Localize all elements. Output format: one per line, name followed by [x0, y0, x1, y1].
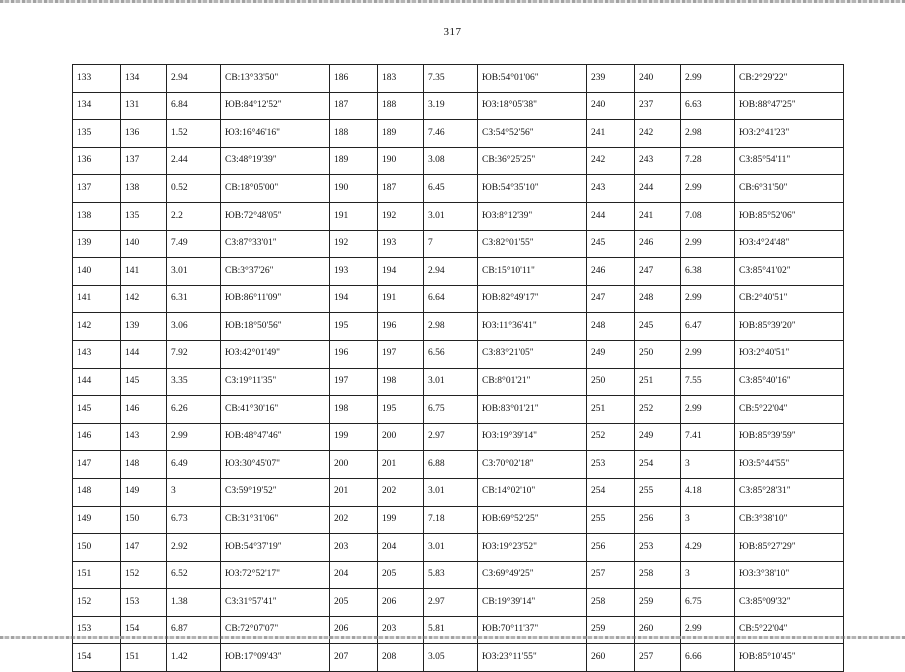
- cell-distance: 1.42: [167, 644, 221, 672]
- cell-bearing: СЗ:85°28'31": [735, 478, 844, 506]
- cell-point-from: 191: [330, 202, 378, 230]
- cell-point-from: 240: [587, 92, 635, 120]
- cell-distance: 6.49: [167, 451, 221, 479]
- cell-distance: 6.75: [424, 396, 478, 424]
- cell-point-to: 244: [635, 175, 681, 203]
- table-row: [73, 147, 844, 175]
- cell-bearing: СВ:5°22'04": [735, 396, 844, 424]
- cell-distance: 7.08: [681, 202, 735, 230]
- cell-point-from: 252: [587, 423, 635, 451]
- cell-point-to: 204: [378, 534, 424, 562]
- cell-bearing: ЮЗ:3°38'10": [735, 561, 844, 589]
- scan-edge-bottom: [0, 636, 905, 639]
- cell-distance: 2.92: [167, 534, 221, 562]
- cell-point-from: 151: [73, 561, 121, 589]
- cell-point-to: 145: [121, 368, 167, 396]
- cell-point-to: 134: [121, 65, 167, 93]
- table-row: [73, 175, 844, 203]
- cell-bearing: СВ:19°39'14": [478, 589, 587, 617]
- cell-bearing: СВ:14°02'10": [478, 478, 587, 506]
- cell-point-from: 260: [587, 644, 635, 672]
- cell-distance: 3.19: [424, 92, 478, 120]
- cell-distance: 3.01: [167, 258, 221, 286]
- cell-bearing: СВ:3°38'10": [735, 506, 844, 534]
- cell-point-to: 131: [121, 92, 167, 120]
- cell-point-from: 246: [587, 258, 635, 286]
- table-row: [73, 313, 844, 341]
- cell-point-from: 136: [73, 147, 121, 175]
- cell-distance: 6.47: [681, 313, 735, 341]
- cell-point-to: 152: [121, 561, 167, 589]
- cell-distance: 3.35: [167, 368, 221, 396]
- cell-distance: 3: [681, 506, 735, 534]
- cell-point-to: 208: [378, 644, 424, 672]
- cell-distance: 7.18: [424, 506, 478, 534]
- cell-bearing: ЮЗ:16°46'16": [221, 120, 330, 148]
- cell-point-from: 145: [73, 396, 121, 424]
- cell-distance: 4.18: [681, 478, 735, 506]
- cell-bearing: СЗ:85°41'02": [735, 258, 844, 286]
- cell-bearing: СВ:3°37'26": [221, 258, 330, 286]
- cell-distance: 6.64: [424, 285, 478, 313]
- cell-point-from: 140: [73, 258, 121, 286]
- cell-point-from: 150: [73, 534, 121, 562]
- cell-point-from: 258: [587, 589, 635, 617]
- cell-point-to: 150: [121, 506, 167, 534]
- cell-distance: 6.26: [167, 396, 221, 424]
- table-row: [73, 396, 844, 424]
- cell-point-to: 197: [378, 340, 424, 368]
- cell-point-to: 253: [635, 534, 681, 562]
- cell-point-from: 250: [587, 368, 635, 396]
- cell-point-from: 244: [587, 202, 635, 230]
- cell-distance: 1.38: [167, 589, 221, 617]
- cell-point-from: 188: [330, 120, 378, 148]
- cell-distance: 6.45: [424, 175, 478, 203]
- cell-point-from: 134: [73, 92, 121, 120]
- cell-point-from: 189: [330, 147, 378, 175]
- cell-point-to: 147: [121, 534, 167, 562]
- survey-table-body: [73, 65, 844, 672]
- cell-distance: 2.99: [681, 285, 735, 313]
- cell-point-to: 196: [378, 313, 424, 341]
- cell-point-to: 250: [635, 340, 681, 368]
- cell-point-to: 241: [635, 202, 681, 230]
- cell-point-from: 259: [587, 616, 635, 644]
- cell-distance: 3: [681, 561, 735, 589]
- cell-bearing: СЗ:48°19'39": [221, 147, 330, 175]
- cell-distance: 6.52: [167, 561, 221, 589]
- cell-distance: 6.66: [681, 644, 735, 672]
- cell-point-to: 259: [635, 589, 681, 617]
- cell-point-to: 192: [378, 202, 424, 230]
- cell-point-from: 242: [587, 147, 635, 175]
- cell-bearing: ЮВ:72°48'05": [221, 202, 330, 230]
- cell-distance: 5.81: [424, 616, 478, 644]
- cell-distance: 2.99: [681, 230, 735, 258]
- cell-point-from: 186: [330, 65, 378, 93]
- survey-table: [72, 64, 844, 672]
- cell-distance: 7.92: [167, 340, 221, 368]
- cell-bearing: ЮВ:84°12'52": [221, 92, 330, 120]
- cell-bearing: СЗ:83°21'05": [478, 340, 587, 368]
- cell-point-to: 257: [635, 644, 681, 672]
- cell-distance: 2.99: [681, 616, 735, 644]
- cell-distance: 2.97: [424, 589, 478, 617]
- cell-point-from: 200: [330, 451, 378, 479]
- table-row: [73, 561, 844, 589]
- cell-point-to: 194: [378, 258, 424, 286]
- cell-point-from: 148: [73, 478, 121, 506]
- cell-distance: 7.41: [681, 423, 735, 451]
- cell-distance: 0.52: [167, 175, 221, 203]
- cell-bearing: ЮВ:17°09'43": [221, 644, 330, 672]
- cell-distance: 3: [681, 451, 735, 479]
- cell-point-to: 151: [121, 644, 167, 672]
- cell-point-to: 254: [635, 451, 681, 479]
- cell-point-from: 202: [330, 506, 378, 534]
- cell-point-from: 153: [73, 616, 121, 644]
- cell-point-to: 183: [378, 65, 424, 93]
- cell-point-from: 207: [330, 644, 378, 672]
- cell-point-to: 153: [121, 589, 167, 617]
- cell-point-from: 146: [73, 423, 121, 451]
- table-row: [73, 478, 844, 506]
- cell-distance: 2.94: [424, 258, 478, 286]
- cell-bearing: СЗ:54°52'56": [478, 120, 587, 148]
- cell-bearing: ЮВ:69°52'25": [478, 506, 587, 534]
- table-row: [73, 92, 844, 120]
- cell-point-to: 202: [378, 478, 424, 506]
- cell-point-to: 144: [121, 340, 167, 368]
- cell-point-to: 260: [635, 616, 681, 644]
- cell-point-from: 152: [73, 589, 121, 617]
- cell-distance: 6.63: [681, 92, 735, 120]
- cell-point-to: 154: [121, 616, 167, 644]
- cell-point-from: 256: [587, 534, 635, 562]
- cell-bearing: ЮЗ:19°39'14": [478, 423, 587, 451]
- cell-distance: 3.01: [424, 534, 478, 562]
- cell-point-from: 197: [330, 368, 378, 396]
- cell-point-to: 142: [121, 285, 167, 313]
- cell-point-from: 199: [330, 423, 378, 451]
- cell-bearing: ЮЗ:8°12'39": [478, 202, 587, 230]
- cell-point-from: 205: [330, 589, 378, 617]
- cell-point-from: 239: [587, 65, 635, 93]
- cell-point-to: 206: [378, 589, 424, 617]
- cell-distance: 4.29: [681, 534, 735, 562]
- cell-point-to: 200: [378, 423, 424, 451]
- cell-bearing: СЗ:85°40'16": [735, 368, 844, 396]
- cell-distance: 2.99: [681, 340, 735, 368]
- table-row: [73, 451, 844, 479]
- cell-point-to: 188: [378, 92, 424, 120]
- cell-point-from: 198: [330, 396, 378, 424]
- cell-point-from: 192: [330, 230, 378, 258]
- cell-distance: 3.01: [424, 478, 478, 506]
- cell-bearing: ЮВ:70°11'37": [478, 616, 587, 644]
- cell-bearing: ЮВ:48°47'46": [221, 423, 330, 451]
- cell-bearing: ЮВ:85°27'29": [735, 534, 844, 562]
- cell-point-from: 139: [73, 230, 121, 258]
- cell-point-to: 143: [121, 423, 167, 451]
- cell-bearing: ЮЗ:72°52'17": [221, 561, 330, 589]
- page-number: 317: [443, 26, 462, 38]
- cell-point-from: 203: [330, 534, 378, 562]
- cell-point-from: 245: [587, 230, 635, 258]
- cell-point-from: 254: [587, 478, 635, 506]
- cell-point-to: 245: [635, 313, 681, 341]
- cell-bearing: СЗ:85°54'11": [735, 147, 844, 175]
- table-row: [73, 65, 844, 93]
- cell-bearing: ЮВ:54°37'19": [221, 534, 330, 562]
- cell-bearing: ЮВ:85°52'06": [735, 202, 844, 230]
- cell-point-from: 190: [330, 175, 378, 203]
- table-row: [73, 285, 844, 313]
- cell-distance: 2.99: [681, 175, 735, 203]
- cell-bearing: СВ:15°10'11": [478, 258, 587, 286]
- cell-point-to: 240: [635, 65, 681, 93]
- cell-point-from: 154: [73, 644, 121, 672]
- cell-bearing: ЮЗ:11°36'41": [478, 313, 587, 341]
- cell-point-to: 140: [121, 230, 167, 258]
- cell-distance: 5.83: [424, 561, 478, 589]
- cell-distance: 2.44: [167, 147, 221, 175]
- cell-point-to: 141: [121, 258, 167, 286]
- cell-point-to: 248: [635, 285, 681, 313]
- cell-point-from: 243: [587, 175, 635, 203]
- scan-edge-top: [0, 0, 905, 3]
- cell-distance: 2.99: [681, 396, 735, 424]
- cell-bearing: СВ:2°40'51": [735, 285, 844, 313]
- cell-point-from: 135: [73, 120, 121, 148]
- table-row: [73, 230, 844, 258]
- cell-distance: 6.87: [167, 616, 221, 644]
- cell-point-from: 149: [73, 506, 121, 534]
- cell-distance: 3.01: [424, 202, 478, 230]
- cell-point-from: 193: [330, 258, 378, 286]
- cell-bearing: ЮВ:83°01'21": [478, 396, 587, 424]
- cell-point-from: 201: [330, 478, 378, 506]
- cell-point-from: 142: [73, 313, 121, 341]
- cell-point-to: 256: [635, 506, 681, 534]
- cell-bearing: СЗ:19°11'35": [221, 368, 330, 396]
- cell-bearing: ЮВ:86°11'09": [221, 285, 330, 313]
- cell-distance: 6.73: [167, 506, 221, 534]
- cell-bearing: ЮЗ:30°45'07": [221, 451, 330, 479]
- cell-bearing: СВ:72°07'07": [221, 616, 330, 644]
- cell-point-from: 133: [73, 65, 121, 93]
- cell-point-from: 194: [330, 285, 378, 313]
- cell-point-from: 251: [587, 396, 635, 424]
- cell-point-to: 201: [378, 451, 424, 479]
- table-row: [73, 589, 844, 617]
- cell-bearing: СВ:36°25'25": [478, 147, 587, 175]
- cell-point-to: 242: [635, 120, 681, 148]
- cell-point-to: 189: [378, 120, 424, 148]
- cell-distance: 2.94: [167, 65, 221, 93]
- cell-distance: 2.98: [424, 313, 478, 341]
- cell-distance: 6.38: [681, 258, 735, 286]
- cell-distance: 6.84: [167, 92, 221, 120]
- cell-bearing: ЮВ:85°39'59": [735, 423, 844, 451]
- cell-distance: 3.08: [424, 147, 478, 175]
- cell-distance: 2.98: [681, 120, 735, 148]
- cell-point-from: 241: [587, 120, 635, 148]
- cell-point-to: 251: [635, 368, 681, 396]
- cell-distance: 7.28: [681, 147, 735, 175]
- cell-bearing: СЗ:85°09'32": [735, 589, 844, 617]
- cell-point-to: 187: [378, 175, 424, 203]
- cell-point-to: 136: [121, 120, 167, 148]
- cell-point-to: 193: [378, 230, 424, 258]
- cell-bearing: ЮВ:54°35'10": [478, 175, 587, 203]
- cell-point-to: 243: [635, 147, 681, 175]
- cell-bearing: СЗ:31°57'41": [221, 589, 330, 617]
- cell-point-from: 204: [330, 561, 378, 589]
- cell-point-from: 143: [73, 340, 121, 368]
- cell-distance: 3.05: [424, 644, 478, 672]
- cell-distance: 6.31: [167, 285, 221, 313]
- cell-distance: 7.35: [424, 65, 478, 93]
- cell-point-to: 138: [121, 175, 167, 203]
- cell-point-to: 249: [635, 423, 681, 451]
- cell-distance: 6.56: [424, 340, 478, 368]
- cell-point-from: 195: [330, 313, 378, 341]
- cell-distance: 7.49: [167, 230, 221, 258]
- cell-bearing: ЮЗ:2°40'51": [735, 340, 844, 368]
- cell-point-from: 253: [587, 451, 635, 479]
- cell-point-to: 203: [378, 616, 424, 644]
- cell-point-to: 237: [635, 92, 681, 120]
- cell-point-from: 141: [73, 285, 121, 313]
- cell-point-from: 206: [330, 616, 378, 644]
- cell-point-from: 137: [73, 175, 121, 203]
- cell-point-to: 247: [635, 258, 681, 286]
- cell-point-to: 198: [378, 368, 424, 396]
- cell-distance: 6.75: [681, 589, 735, 617]
- cell-point-to: 190: [378, 147, 424, 175]
- cell-point-to: 149: [121, 478, 167, 506]
- cell-distance: 2.99: [167, 423, 221, 451]
- cell-point-to: 246: [635, 230, 681, 258]
- cell-point-from: 196: [330, 340, 378, 368]
- cell-point-from: 138: [73, 202, 121, 230]
- cell-distance: 7.55: [681, 368, 735, 396]
- cell-point-to: 146: [121, 396, 167, 424]
- cell-bearing: ЮВ:82°49'17": [478, 285, 587, 313]
- cell-point-to: 199: [378, 506, 424, 534]
- table-row: [73, 202, 844, 230]
- cell-point-to: 148: [121, 451, 167, 479]
- cell-point-to: 195: [378, 396, 424, 424]
- cell-bearing: ЮЗ:19°23'52": [478, 534, 587, 562]
- cell-bearing: СЗ:69°49'25": [478, 561, 587, 589]
- cell-bearing: ЮВ:18°50'56": [221, 313, 330, 341]
- cell-distance: 6.88: [424, 451, 478, 479]
- cell-bearing: ЮЗ:23°11'55": [478, 644, 587, 672]
- cell-bearing: ЮЗ:2°41'23": [735, 120, 844, 148]
- cell-bearing: СВ:31°31'06": [221, 506, 330, 534]
- cell-bearing: СВ:41°30'16": [221, 396, 330, 424]
- cell-bearing: ЮЗ:5°44'55": [735, 451, 844, 479]
- cell-bearing: СЗ:87°33'01": [221, 230, 330, 258]
- cell-distance: 2.97: [424, 423, 478, 451]
- table-row: [73, 423, 844, 451]
- cell-point-to: 191: [378, 285, 424, 313]
- cell-bearing: СЗ:59°19'52": [221, 478, 330, 506]
- cell-point-from: 247: [587, 285, 635, 313]
- cell-bearing: ЮЗ:18°05'38": [478, 92, 587, 120]
- cell-point-to: 135: [121, 202, 167, 230]
- cell-point-to: 205: [378, 561, 424, 589]
- cell-bearing: ЮЗ:42°01'49": [221, 340, 330, 368]
- cell-bearing: ЮВ:85°10'45": [735, 644, 844, 672]
- cell-bearing: ЮВ:85°39'20": [735, 313, 844, 341]
- cell-point-from: 147: [73, 451, 121, 479]
- cell-point-from: 255: [587, 506, 635, 534]
- table-row: [73, 644, 844, 672]
- cell-bearing: СВ:8°01'21": [478, 368, 587, 396]
- cell-point-to: 137: [121, 147, 167, 175]
- cell-bearing: СЗ:70°02'18": [478, 451, 587, 479]
- cell-bearing: ЮЗ:4°24'48": [735, 230, 844, 258]
- table-row: [73, 340, 844, 368]
- cell-point-to: 255: [635, 478, 681, 506]
- cell-distance: 2.2: [167, 202, 221, 230]
- table-row: [73, 368, 844, 396]
- cell-point-from: 249: [587, 340, 635, 368]
- cell-point-from: 257: [587, 561, 635, 589]
- cell-distance: 3.01: [424, 368, 478, 396]
- cell-point-from: 248: [587, 313, 635, 341]
- cell-point-to: 252: [635, 396, 681, 424]
- cell-bearing: СВ:5°22'04": [735, 616, 844, 644]
- cell-bearing: СВ:18°05'00": [221, 175, 330, 203]
- cell-point-from: 187: [330, 92, 378, 120]
- cell-distance: 2.99: [681, 65, 735, 93]
- cell-bearing: СЗ:82°01'55": [478, 230, 587, 258]
- cell-distance: 3: [167, 478, 221, 506]
- cell-bearing: СВ:6°31'50": [735, 175, 844, 203]
- cell-point-from: 144: [73, 368, 121, 396]
- cell-bearing: СВ:13°33'50": [221, 65, 330, 93]
- cell-bearing: ЮВ:88°47'25": [735, 92, 844, 120]
- cell-distance: 7.46: [424, 120, 478, 148]
- table-row: [73, 506, 844, 534]
- cell-distance: 7: [424, 230, 478, 258]
- cell-distance: 3.06: [167, 313, 221, 341]
- cell-point-to: 139: [121, 313, 167, 341]
- table-row: [73, 534, 844, 562]
- cell-point-to: 258: [635, 561, 681, 589]
- table-row: [73, 120, 844, 148]
- table-row: [73, 258, 844, 286]
- cell-bearing: СВ:2°29'22": [735, 65, 844, 93]
- cell-distance: 1.52: [167, 120, 221, 148]
- cell-bearing: ЮВ:54°01'06": [478, 65, 587, 93]
